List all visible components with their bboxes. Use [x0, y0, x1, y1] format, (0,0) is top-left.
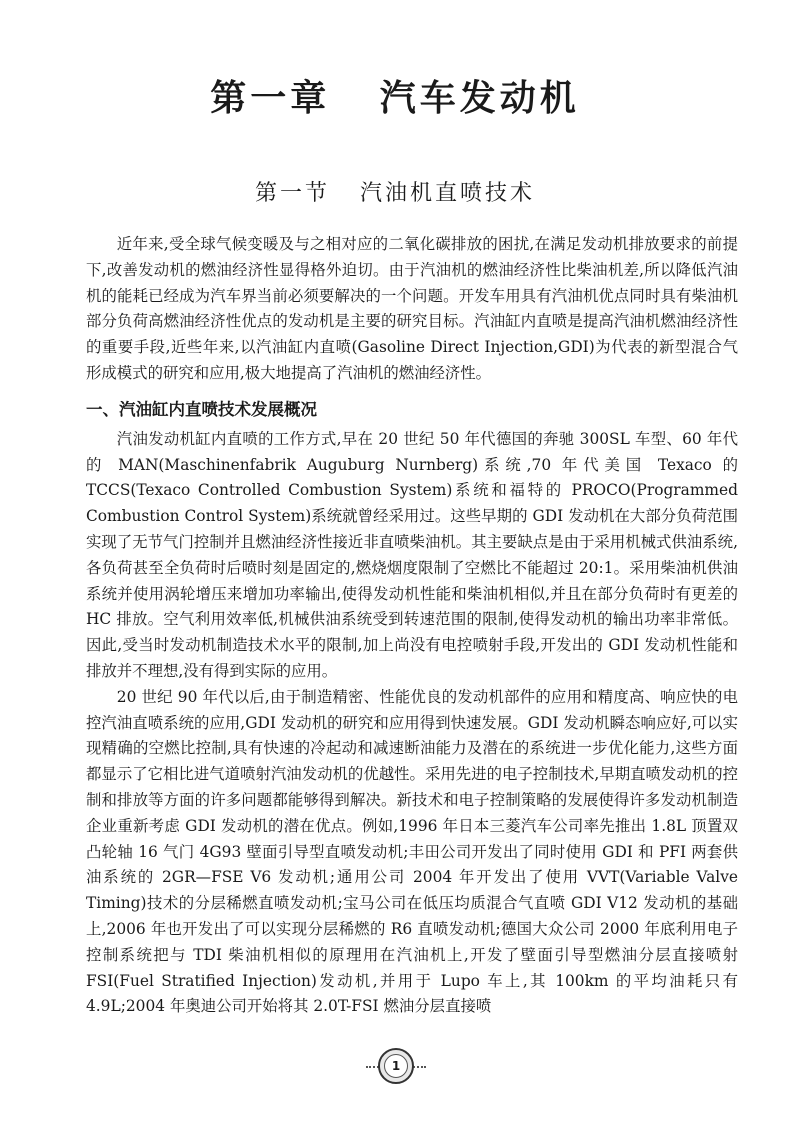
paragraph-intro: 近年来,受全球气候变暖及与之相对应的二氧化碳排放的困扰,在满足发动机排放要求的前提下,改善发动机的燃油经济性显得格外迫切。由于汽油机的燃油经济性比柴油机差,所以降低汽油机的能耗已经成为汽车界当前必须要解决的一个问题。开发车用具有汽油机优点同时具有柴油机部分负荷高燃油经济性优点的发动机是主要的研究目标。汽油缸内直喷是提高汽油机燃油经济性的重要手段,近些年来,以汽油缸内直喷(Gasoline Direct Injection,GDI)为代表的新型混合气形成模式的研究和应用,极大地提高了汽油机的燃油经济性。 [86, 235, 738, 382]
chapter-title: 第一章 汽车发动机 [210, 78, 580, 119]
subheading: 一、汽油缸内直喷技术发展概况 [86, 399, 317, 419]
body-text [86, 232, 738, 1020]
page-number: 1 [384, 1054, 408, 1078]
section-title: 第一节 汽油机直喷技术 [255, 181, 535, 206]
paragraph-history: 汽油发动机缸内直喷的工作方式,早在 20 世纪 50 年代德国的奔驰 300SL 车型、60 年代的 MAN(Maschinenfabrik Auguburg Nurnberg)系统,70 年代美国 Texaco 的 TCCS(Texaco Controlled Combustion System)系统和福特的 PROCO(Programmed Combustion Control System)系统就曾经采用过。这些早期的 GDI 发动机在大部分负荷范围实现了无节气门控制并且燃油经济性接近非直喷柴油机。其主要缺点是由于采用机械式供油系统,各负荷甚至全负荷时后喷时刻是固定的,燃烧烟度限制了空燃比不能超过 20:1。采用柴油机供油系统并使用涡轮增压来增加功率输出,使得发动机性能和柴油机相似,并且在部分负荷时有更差的 HC 排放。空气利用效率低,机械供油系统受到转速范围的限制,使得发动机的输出功率非常低。因此,受当时发动机制造技术水平的限制,加上尚没有电控喷射手段,开发出的 GDI 发动机性能和排放并不理想,没有得到实际的应用。 [86, 429, 738, 680]
page-number-badge [378, 1048, 414, 1084]
paragraph-modern: 20 世纪 90 年代以后,由于制造精密、性能优良的发动机部件的应用和精度高、响应快的电控汽油直喷系统的应用,GDI 发动机的研究和应用得到快速发展。GDI 发动机瞬态响应好,可以实现精确的空燃比控制,具有快速的冷起动和减速断油能力及潜在的系统进一步优化能力,这些方面都显示了它相比进气道喷射汽油发动机的优越性。采用先进的电子控制技术,早期直喷发动机的控制和排放等方面的许多问题都能够得到解决。新技术和电子控制策略的发展使得许多发动机制造企业重新考虑 GDI 发动机的潜在优点。例如,1996 年日本三菱汽车公司率先推出 1.8L 顶置双凸轮轴 16 气门 4G93 壁面引导型直喷发动机;丰田公司开发出了同时使用 GDI 和 PFI 两套供油系统的 2GR—FSE V6 发动机;通用公司 2004 年开发出了使用 VVT(Variable Valve Timing)技术的分层稀燃直喷发动机;宝马公司在低压均质混合气直喷 GDI V12 发动机的基础上,2006 年也开发出了可以实现分层稀燃的 R6 直喷发动机;德国大众公司 2000 年底利用电子控制系统把与 TDI 柴油机相似的原理用在汽油机上,开发了壁面引导型燃油分层直接喷射 FSI(Fuel Stratified Injection)发动机,并用于 Lupo 车上,其 100km 的平均油耗只有 4.9L;2004 年奥迪公司开始将其 2.0T-FSI 燃油分层直接喷 [86, 687, 738, 1016]
